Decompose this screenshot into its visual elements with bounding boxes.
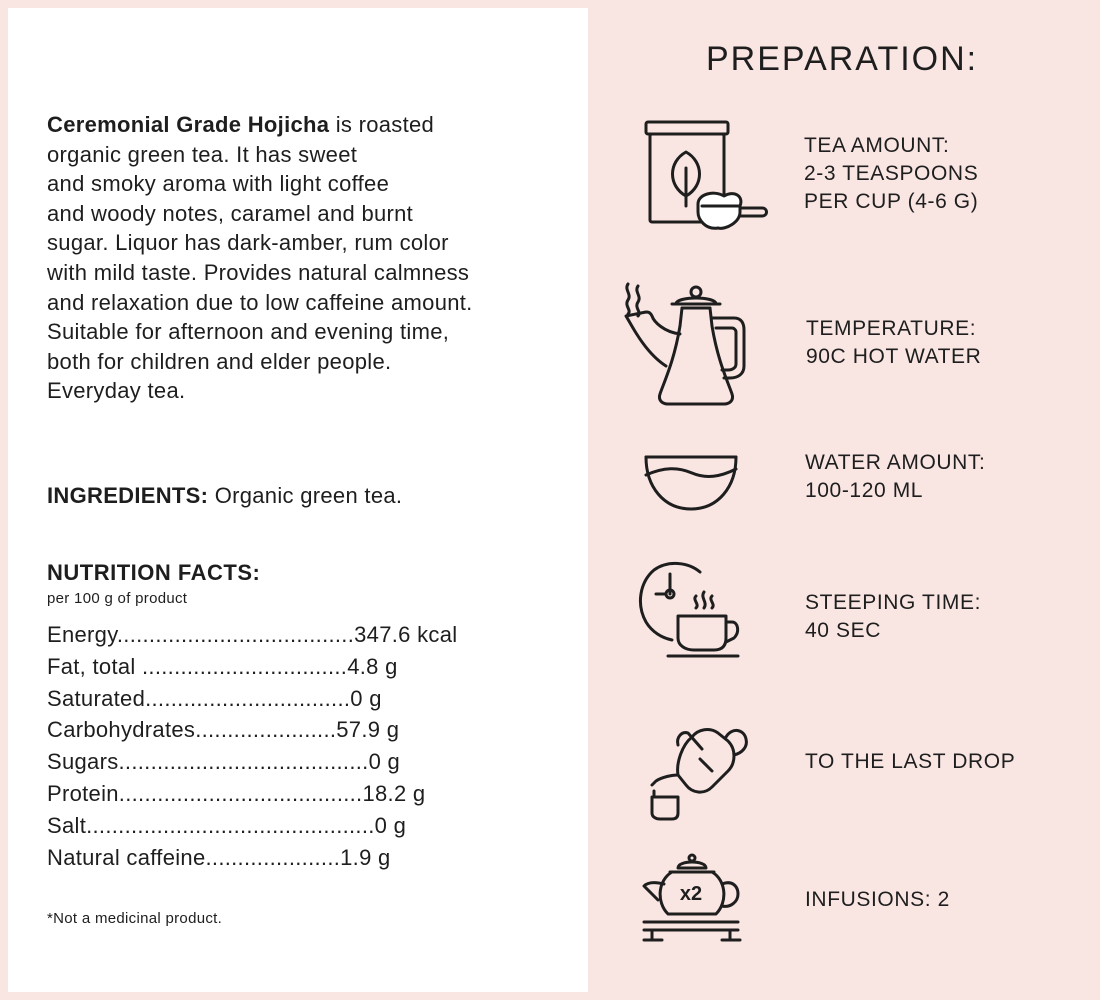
prep-step-infusions [600,850,1090,950]
prep-step-text: INFUSIONS: 2 [805,888,950,911]
nutrition-row-energy: Energy.....................................347.6 kcal [47,622,458,647]
nutrition-subtitle: per 100 g of product [47,590,188,607]
description-line: with mild taste. Provides natural calmness [47,259,470,285]
preparation-title: PREPARATION: [706,40,979,78]
prep-step-text: WATER AMOUNT: 100-120 ML [805,451,986,502]
prep-step-text: TO THE LAST DROP [805,750,1016,773]
tea-canister-scoop-icon [644,120,770,232]
prep-step-steeping-time [600,560,1090,665]
nutrition-row-fat: Fat, total ................................4.8 g [47,653,398,679]
prep-step-text: TEA AMOUNT: 2-3 TEASPOONS PER CUP (4-6 G) [804,134,979,213]
kettle-steam-icon [624,282,750,404]
description-line: organic green tea. It has sweet [47,141,358,167]
prep-step-tea-amount [600,115,1090,235]
nutrition-row-carbohydrates: Carbohydrates......................57.9 g [47,717,400,743]
product-info-panel [8,8,588,992]
nutrition-row-protein: Protein......................................18.2 g [47,780,426,806]
product-description: Ceremonial Grade Hojicha is roasted organic green tea. It has sweet and smoky aroma with light coffee and woody notes, caramel and burnt sugar. Liquor has dark-amber, rum color with mild taste. Provides natural calmness and relaxation due to low caffeine amount. Suitable for afternoon and evening time, both for children and elder people. Everyday tea. [47,110,587,406]
description-line: Everyday tea. [47,378,186,404]
ingredients-value: Organic green tea. [208,483,403,508]
nutrition-row-salt: Salt.............................................0 g [47,812,407,838]
prep-step-last-drop [600,720,1090,820]
prep-step-temperature [600,280,1090,405]
ingredients [47,483,402,509]
teapot-x2-icon [642,854,742,946]
product-name: Ceremonial Grade Hojicha [47,112,330,137]
footnote: *Not a medicinal product. [47,910,223,927]
prep-step-text: TEMPERATURE: 90C HOT WATER [806,317,982,368]
prep-step-water-amount [600,445,1090,515]
description-line: sugar. Liquor has dark-amber, rum color [47,230,449,256]
nutrition-list [47,619,517,873]
description-line: and relaxation due to low caffeine amount. [47,289,473,315]
water-bowl-icon [644,453,738,511]
description-line: Suitable for afternoon and evening time, [47,319,450,345]
description-line: both for children and elder people. [47,348,392,374]
nutrition-row-saturated: Saturated................................0 g [47,685,382,711]
nutrition-row-caffeine: Natural caffeine.....................1.9 g [47,844,391,870]
prep-step-text: STEEPING TIME: 40 SEC [805,591,982,642]
clock-teacup-icon [638,560,742,664]
description-line: and smoky aroma with light coffee [47,171,390,197]
nutrition-title: NUTRITION FACTS: [47,560,261,585]
ingredients-label: INGREDIENTS: [47,483,209,508]
nutrition-row-sugars: Sugars.......................................0 g [47,749,401,775]
description-line: and woody notes, caramel and burnt [47,200,414,226]
infusion-count-badge: x2 [679,883,703,905]
pouring-teapot-icon [648,723,748,819]
